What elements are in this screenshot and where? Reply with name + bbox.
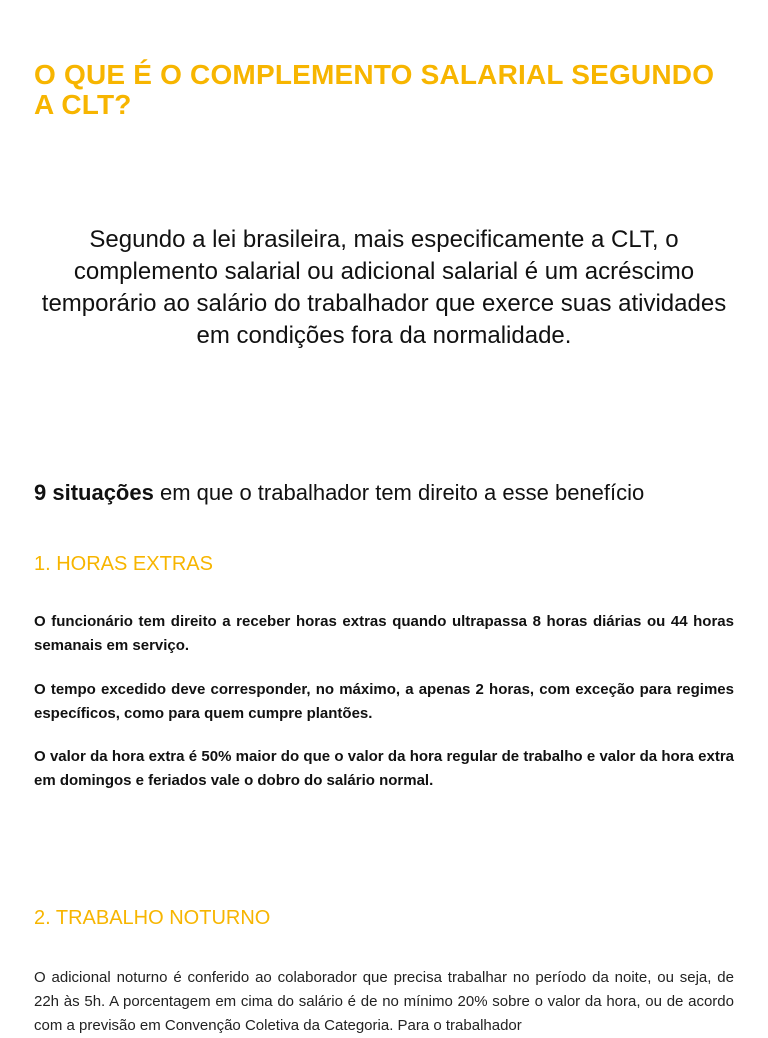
section-heading-trabalho-noturno: 2. TRABALHO NOTURNO bbox=[34, 907, 271, 929]
horas-extras-paragraph-3: O valor da hora extra é 50% maior do que o valor da hora regular de trabalho e valor da hora extra em domingos e feriados vale o dobro do salário normal. bbox=[34, 748, 734, 789]
section-heading-horas-extras: 1. HORAS EXTRAS bbox=[34, 553, 213, 575]
horas-extras-paragraph-2: O tempo excedido deve corresponder, no máximo, a apenas 2 horas, com exceção para regimes específicos, como para quem cumpre plantões. bbox=[34, 681, 734, 722]
situations-count: 9 situações bbox=[34, 480, 154, 505]
page-title: O QUE É O COMPLEMENTO SALARIAL SEGUNDO A CLT? bbox=[34, 59, 715, 120]
trabalho-noturno-paragraph-1: O adicional noturno é conferido ao colaborador que precisa trabalhar no período da noite, ou seja, de 22h às 5h. A porcentagem em cima do salário é de no mínimo 20% sobre o valor da hora, ou de acordo com a previsão em Convenção Coletiva da Categoria. Para o trabalhador bbox=[34, 969, 734, 1034]
horas-extras-paragraph-1: O funcionário tem direito a receber horas extras quando ultrapassa 8 horas diárias ou 44 horas semanais em serviço. bbox=[34, 613, 734, 654]
intro-paragraph: Segundo a lei brasileira, mais especificamente a CLT, o complemento salarial ou adicional salarial é um acréscimo temporário ao salário do trabalhador que exerce suas atividades em condições fora da normalidade. bbox=[41, 226, 727, 349]
situations-heading bbox=[34, 478, 734, 508]
situations-text: em que o trabalhador tem direito a esse benefício bbox=[153, 480, 645, 505]
